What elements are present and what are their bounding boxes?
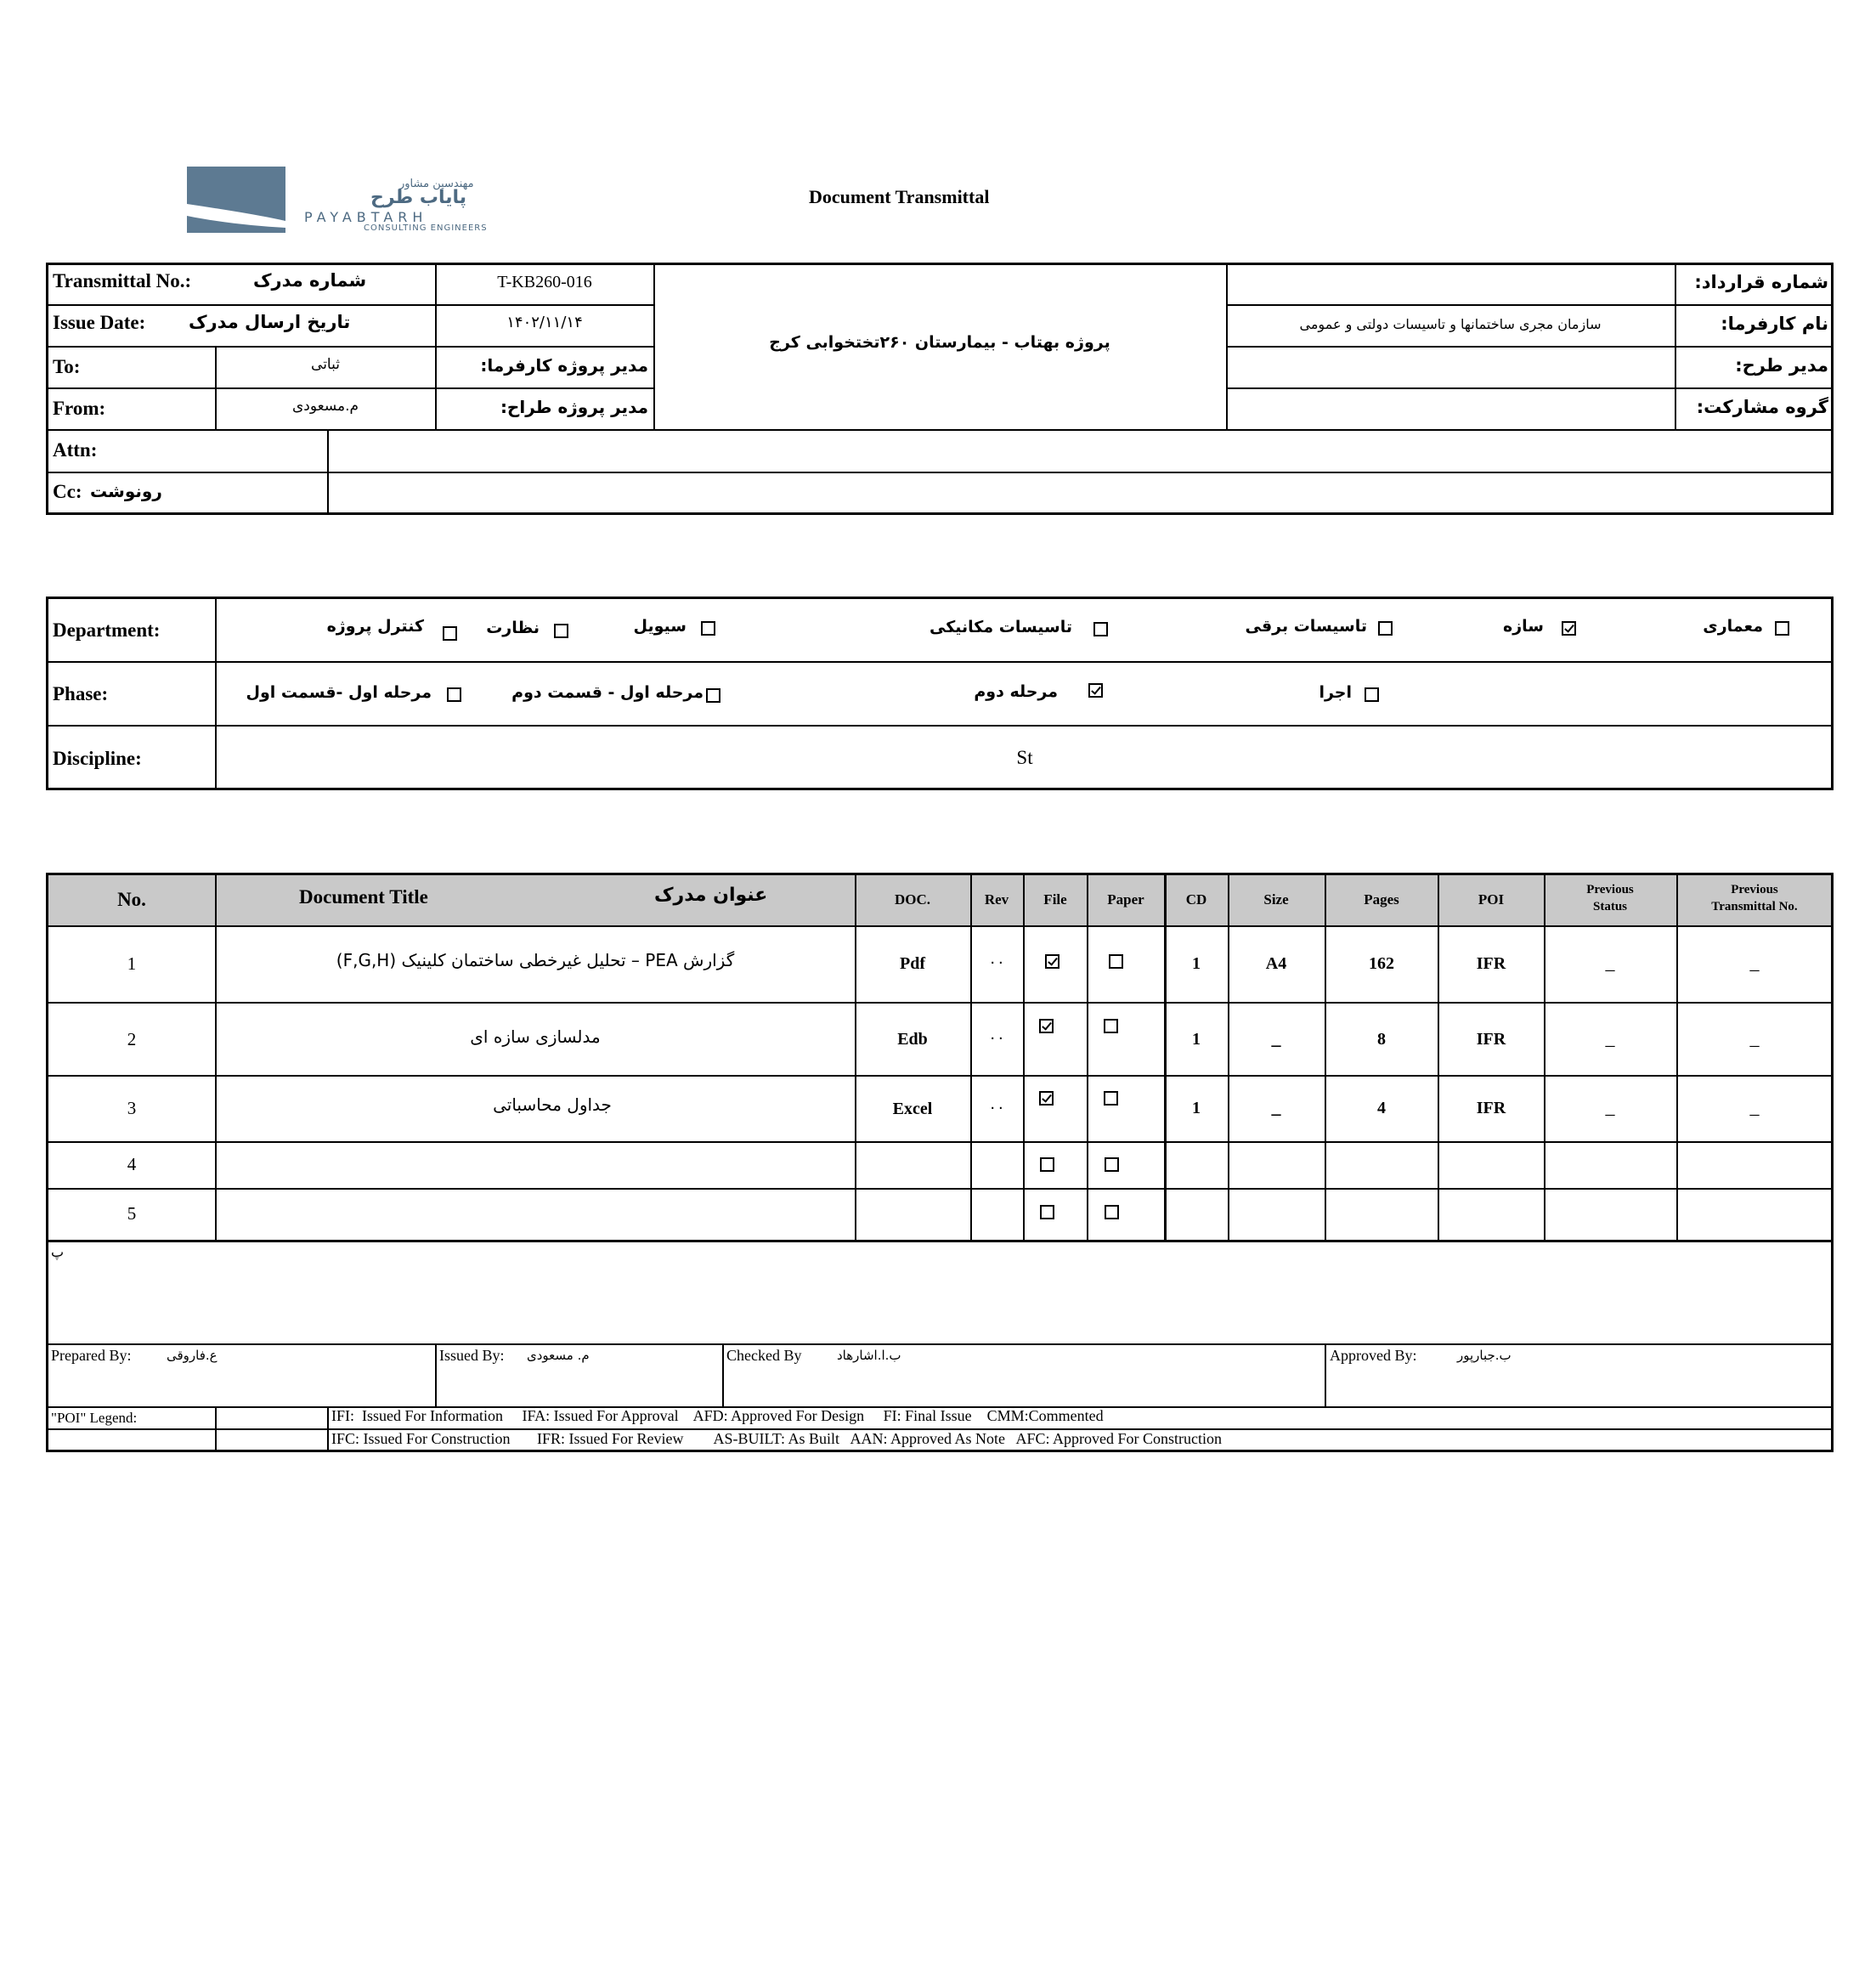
issued-by-value: م. مسعودی xyxy=(527,1348,590,1363)
phase-label: Phase: xyxy=(53,683,109,704)
row-1-prev-trans: _ xyxy=(1749,952,1760,973)
logo-persian-name: پایاب طرح xyxy=(370,187,467,208)
row-1-doc: Pdf xyxy=(900,954,925,973)
cc-label: Cc: xyxy=(53,481,82,502)
row-3-cd: 1 xyxy=(1192,1099,1201,1117)
row-3-size: _ xyxy=(1271,1096,1281,1117)
design-manager-label: مدیر طرح: xyxy=(1735,355,1828,376)
row-3-paper-checkbox[interactable] xyxy=(1104,1091,1118,1106)
col-prev-trans-header-2: Transmittal No. xyxy=(1711,900,1798,913)
logo-latin-name: PAYABTARH xyxy=(304,209,428,225)
row-3-doc: Excel xyxy=(892,1100,933,1118)
phase-execution-checkbox[interactable] xyxy=(1365,687,1379,702)
row-2-rev: ۰۰ xyxy=(988,1029,1005,1047)
issued-by-label: Issued By: xyxy=(439,1347,505,1364)
client-name-label: نام کارفرما: xyxy=(1721,314,1828,334)
row-1-prev-status: _ xyxy=(1605,952,1615,973)
logo-persian-sub: مهندسین مشاور xyxy=(399,178,474,190)
phase-stage1-part2-label: مرحله اول - قسمت دوم xyxy=(511,683,704,702)
project-name: پروژه بهتاب - بیمارستان ۲۶۰تختخوابی کرج xyxy=(769,333,1110,352)
phase-execution-label: اجرا xyxy=(1319,683,1352,702)
row-2-prev-trans: _ xyxy=(1749,1027,1760,1049)
row-3-poi: IFR xyxy=(1476,1099,1506,1117)
row-1-paper-checkbox[interactable] xyxy=(1109,954,1123,969)
row-2-poi: IFR xyxy=(1476,1030,1506,1049)
row-1-size: A4 xyxy=(1265,954,1287,973)
logo-mark-icon xyxy=(187,167,285,233)
col-prev-trans-header-1: Previous xyxy=(1731,883,1778,896)
partnership-group-label: گروه مشارکت: xyxy=(1696,397,1828,417)
approved-by-value: ب.جبارپور xyxy=(1457,1348,1512,1363)
dept-structure-label: سازه xyxy=(1503,617,1544,636)
dept-supervision-label: نظارت xyxy=(486,619,540,637)
table-row xyxy=(48,1143,1832,1188)
table-row xyxy=(48,1077,1832,1141)
row-3-title: جداول محاسباتی xyxy=(493,1094,612,1115)
prepared-by-value: ع.فاروقی xyxy=(167,1348,218,1363)
table-row xyxy=(48,1004,1832,1075)
discipline-value: St xyxy=(1016,747,1033,768)
dept-electrical-checkbox[interactable] xyxy=(1378,621,1393,636)
row-5-file-checkbox[interactable] xyxy=(1040,1205,1054,1219)
row-5-paper-checkbox[interactable] xyxy=(1105,1205,1119,1219)
phase-stage1-part1-label: مرحله اول -قسمت اول xyxy=(246,683,432,702)
col-no-header: No. xyxy=(117,889,146,910)
to-label: To: xyxy=(53,356,81,377)
col-poi-header: POI xyxy=(1478,891,1505,908)
dept-mechanical-checkbox[interactable] xyxy=(1093,622,1108,636)
row-2-title: مدلسازی سازه ای xyxy=(470,1026,601,1047)
row-1-poi: IFR xyxy=(1476,954,1506,973)
prepared-by-label: Prepared By: xyxy=(51,1347,132,1364)
row-2-size: _ xyxy=(1271,1027,1281,1049)
from-label: From: xyxy=(53,398,106,419)
col-prev-status-header-2: Status xyxy=(1592,900,1628,913)
page-title: Document Transmittal xyxy=(809,186,990,207)
client-name-value: سازمان مجری ساختمانها و تاسیسات دولتی و عمومی xyxy=(1299,316,1602,332)
col-file-header: File xyxy=(1043,891,1067,908)
col-size-header: Size xyxy=(1263,891,1289,908)
table-row xyxy=(48,927,1832,1002)
row-3-no: 3 xyxy=(127,1098,137,1118)
notes-text: پ xyxy=(51,1244,65,1260)
row-1-title: گزارش PEA – تحلیل غیرخطی ساختمان کلینیک (F,G,H) xyxy=(336,950,735,970)
row-2-doc: Edb xyxy=(897,1030,928,1049)
approved-by-label: Approved By: xyxy=(1330,1347,1417,1364)
row-2-prev-status: _ xyxy=(1605,1027,1615,1049)
designer-pm-label: مدیر پروژه طراح: xyxy=(500,397,648,417)
row-2-paper-checkbox[interactable] xyxy=(1104,1019,1118,1033)
department-label: Department: xyxy=(53,619,161,641)
issue-date-label: Issue Date: xyxy=(53,312,146,333)
row-4-file-checkbox[interactable] xyxy=(1040,1157,1054,1172)
col-title-header-en: Document Title xyxy=(299,886,428,908)
poi-legend-line-2: IFC: Issued For Construction IFR: Issued For Review AS-BUILT: As Built AAN: Approved As Note AFC: Approved For Construction xyxy=(331,1430,1222,1447)
col-cd-header: CD xyxy=(1185,891,1207,908)
dept-structure-checkbox[interactable] xyxy=(1562,621,1576,636)
row-1-no: 1 xyxy=(127,953,137,974)
row-4-paper-checkbox[interactable] xyxy=(1105,1157,1119,1172)
checked-by-label: Checked By xyxy=(726,1347,802,1364)
discipline-label: Discipline: xyxy=(53,748,142,769)
to-value: ثباتی xyxy=(311,356,340,373)
attn-label: Attn: xyxy=(53,439,98,461)
row-1-file-checkbox[interactable] xyxy=(1045,954,1059,969)
client-pm-label: مدیر پروژه کارفرما: xyxy=(480,355,648,376)
phase-second-stage-label: مرحله دوم xyxy=(974,682,1058,701)
col-prev-status-header-1: Previous xyxy=(1586,883,1634,896)
phase-stage1-part1-checkbox[interactable] xyxy=(447,687,461,702)
row-3-pages: 4 xyxy=(1377,1099,1386,1117)
row-1-cd: 1 xyxy=(1192,954,1201,973)
issue-date-value: ۱۴۰۲/۱۱/۱۴ xyxy=(506,314,583,331)
dept-electrical-label: تاسیسات برقی xyxy=(1245,617,1367,636)
dept-project-control-label: کنترل پروژه xyxy=(326,617,424,636)
logo-latin-sub: CONSULTING ENGINEERS xyxy=(364,223,488,233)
dept-mechanical-label: تاسیسات مکانیکی xyxy=(930,618,1072,636)
table-row xyxy=(48,1190,1832,1240)
dept-architecture-label: معماری xyxy=(1703,617,1763,636)
row-4-no: 4 xyxy=(127,1154,137,1174)
phase-second-stage-checkbox[interactable] xyxy=(1088,683,1103,698)
row-1-rev: ۰۰ xyxy=(988,953,1005,971)
dept-supervision-checkbox[interactable] xyxy=(554,624,568,638)
col-pages-header: Pages xyxy=(1364,891,1399,908)
checked-by-value: ب.ا.اشارهاد xyxy=(837,1348,901,1363)
dept-project-control-checkbox[interactable] xyxy=(443,626,457,641)
dept-architecture-checkbox[interactable] xyxy=(1775,621,1789,636)
row-1-pages: 162 xyxy=(1369,954,1394,973)
company-logo xyxy=(187,167,501,235)
cc-label-fa: رونوشت xyxy=(90,481,162,501)
col-title-header-fa: عنوان مدرک xyxy=(654,885,768,906)
row-2-no: 2 xyxy=(127,1029,137,1049)
col-rev-header: Rev xyxy=(984,891,1009,908)
issue-date-label-fa: تاریخ ارسال مدرک xyxy=(189,312,351,332)
from-value: م.مسعودی xyxy=(291,398,359,415)
row-3-prev-trans: _ xyxy=(1749,1096,1760,1117)
contract-no-label: شماره قرارداد: xyxy=(1694,272,1828,292)
transmittal-no-value: T-KB260-016 xyxy=(497,273,592,291)
poi-legend-line-1: IFI: Issued For Information IFA: Issued For Approval AFD: Approved For Design FI: Final Issue CMM:Commented xyxy=(331,1407,1104,1424)
phase-stage1-part2-checkbox[interactable] xyxy=(706,688,720,703)
row-3-prev-status: _ xyxy=(1605,1096,1615,1117)
col-paper-header: Paper xyxy=(1107,891,1144,908)
poi-legend-label: "POI" Legend: xyxy=(51,1410,138,1426)
row-2-file-checkbox[interactable] xyxy=(1039,1019,1054,1033)
transmittal-no-label: Transmittal No.: xyxy=(53,270,192,291)
transmittal-no-label-fa: شماره مدرک xyxy=(253,270,367,291)
dept-civil-label: سیویل xyxy=(633,617,687,636)
row-2-pages: 8 xyxy=(1377,1030,1386,1049)
dept-civil-checkbox[interactable] xyxy=(701,621,715,636)
col-doc-header: DOC. xyxy=(894,891,931,908)
row-3-file-checkbox[interactable] xyxy=(1039,1091,1054,1106)
row-3-rev: ۰۰ xyxy=(988,1099,1005,1117)
row-2-cd: 1 xyxy=(1192,1030,1201,1049)
row-5-no: 5 xyxy=(127,1203,137,1224)
